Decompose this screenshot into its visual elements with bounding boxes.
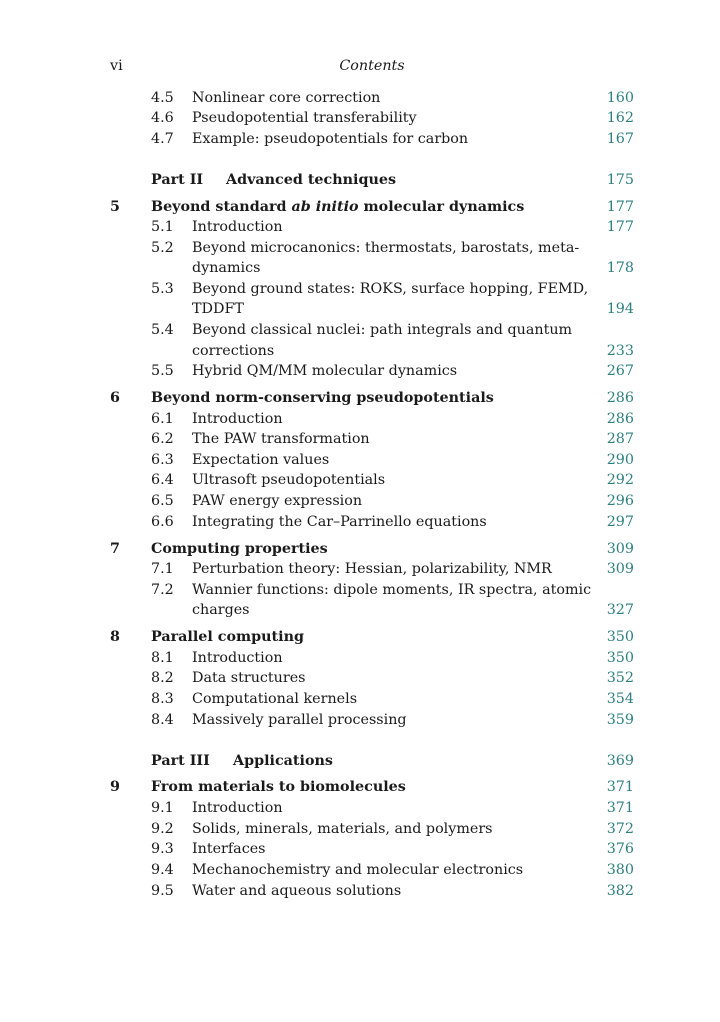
section-number: 5.4 <box>151 322 174 338</box>
page-link[interactable]: 309 <box>606 561 634 577</box>
page-link[interactable]: 160 <box>606 90 634 106</box>
toc-section-row[interactable] <box>110 470 634 490</box>
toc-section-row[interactable] <box>110 559 634 579</box>
section-title-continuation: TDDFT <box>192 301 244 317</box>
chapter-number: 7 <box>110 541 120 557</box>
toc-part-row[interactable] <box>110 751 634 771</box>
toc-section-row[interactable] <box>110 320 634 340</box>
chapter-title-italic: ab initio <box>291 199 359 215</box>
toc-section-row[interactable] <box>110 491 634 511</box>
section-number: 4.6 <box>151 110 174 126</box>
chapter-title: From materials to biomolecules <box>151 779 406 795</box>
toc-section-row[interactable] <box>110 839 634 859</box>
section-number: 4.7 <box>151 131 174 147</box>
section-number: 6.5 <box>151 493 174 509</box>
page-link[interactable]: 309 <box>606 541 634 557</box>
page-link[interactable]: 162 <box>606 110 634 126</box>
section-title: Massively parallel processing <box>192 712 407 728</box>
chapter-number: 8 <box>110 629 120 645</box>
section-number: 6.3 <box>151 452 174 468</box>
section-title: Mechanochemistry and molecular electronics <box>192 862 524 878</box>
section-number: 9.5 <box>151 883 174 899</box>
part-label: Part II <box>151 172 204 188</box>
page-link[interactable]: 177 <box>606 199 634 215</box>
section-title-continuation: charges <box>192 602 250 618</box>
section-title: Expectation values <box>192 452 330 468</box>
page-link[interactable]: 290 <box>606 452 634 468</box>
toc-section-row[interactable] <box>110 600 634 620</box>
section-title: Ultrasoft pseudopotentials <box>192 472 386 488</box>
toc-chapter-row[interactable] <box>110 777 634 797</box>
toc-section-row[interactable] <box>110 88 634 108</box>
section-title: Perturbation theory: Hessian, polarizability, NMR <box>192 561 552 577</box>
section-title: Nonlinear core correction <box>192 90 381 106</box>
toc-section-row[interactable] <box>110 429 634 449</box>
toc-chapter-row[interactable] <box>110 539 634 559</box>
toc-section-row[interactable] <box>110 450 634 470</box>
section-number: 6.1 <box>151 411 174 427</box>
section-title-continuation: corrections <box>192 343 275 359</box>
page-link[interactable]: 292 <box>606 472 634 488</box>
section-title: Introduction <box>192 800 283 816</box>
chapter-title: Beyond standard ab initio molecular dynamics <box>151 199 525 215</box>
section-title: Computational kernels <box>192 691 358 707</box>
page-link[interactable]: 369 <box>606 753 634 769</box>
section-title: Beyond classical nuclei: path integrals and quantum <box>192 322 573 338</box>
page-link[interactable]: 297 <box>606 514 634 530</box>
section-number: 7.2 <box>151 582 174 598</box>
chapter-title: Computing properties <box>151 541 328 557</box>
page-link[interactable]: 327 <box>606 602 634 618</box>
section-number: 8.3 <box>151 691 174 707</box>
running-title: Contents <box>339 58 405 74</box>
page-link[interactable]: 287 <box>606 431 634 447</box>
section-number: 9.1 <box>151 800 174 816</box>
section-number: 9.2 <box>151 821 174 837</box>
section-number: 6.4 <box>151 472 174 488</box>
part-title: Advanced techniques <box>226 172 396 188</box>
section-title-continuation: dynamics <box>192 260 261 276</box>
page-link[interactable]: 167 <box>606 131 634 147</box>
part-label: Part III <box>151 753 210 769</box>
toc-section-row[interactable] <box>110 648 634 668</box>
section-title: Wannier functions: dipole moments, IR spectra, atomic <box>192 582 592 598</box>
chapter-number: 6 <box>110 390 120 406</box>
toc-section-row[interactable] <box>110 361 634 381</box>
page-link[interactable]: 350 <box>606 629 634 645</box>
page-link[interactable]: 350 <box>606 650 634 666</box>
toc-section-row[interactable] <box>110 409 634 429</box>
page-link[interactable]: 286 <box>606 390 634 406</box>
part-title: Applications <box>233 753 333 769</box>
page-link[interactable]: 194 <box>606 301 634 317</box>
section-number: 5.5 <box>151 363 174 379</box>
section-title: Data structures <box>192 670 306 686</box>
section-title: Introduction <box>192 219 283 235</box>
chapter-number: 9 <box>110 779 120 795</box>
toc-part-row[interactable] <box>110 170 634 190</box>
page-link[interactable]: 286 <box>606 411 634 427</box>
chapter-number: 5 <box>110 199 120 215</box>
toc-section-row[interactable] <box>110 798 634 818</box>
section-title: Example: pseudopotentials for carbon <box>192 131 469 147</box>
page-link[interactable]: 371 <box>606 800 634 816</box>
chapter-title: Parallel computing <box>151 629 304 645</box>
toc-section-row[interactable] <box>110 819 634 839</box>
toc-section-row[interactable] <box>110 279 634 299</box>
section-number: 5.2 <box>151 240 174 256</box>
section-title: Interfaces <box>192 841 266 857</box>
toc-section-row[interactable] <box>110 689 634 709</box>
toc-section-row[interactable] <box>110 512 634 532</box>
toc-section-row[interactable] <box>110 217 634 237</box>
toc-section-row[interactable] <box>110 238 634 258</box>
toc-section-row[interactable] <box>110 341 634 361</box>
section-title: PAW energy expression <box>192 493 363 509</box>
page-link[interactable]: 371 <box>606 779 634 795</box>
page-link[interactable]: 359 <box>606 712 634 728</box>
section-title: Water and aqueous solutions <box>192 883 402 899</box>
section-number: 8.2 <box>151 670 174 686</box>
toc-section-row[interactable] <box>110 668 634 688</box>
toc-section-row[interactable] <box>110 108 634 128</box>
toc-section-row[interactable] <box>110 860 634 880</box>
page-link[interactable]: 177 <box>606 219 634 235</box>
section-title: Solids, minerals, materials, and polymers <box>192 821 493 837</box>
toc-section-row[interactable] <box>110 258 634 278</box>
section-number: 9.3 <box>151 841 174 857</box>
toc-chapter-row[interactable] <box>110 388 634 408</box>
chapter-title: Beyond norm-conserving pseudopotentials <box>151 390 494 406</box>
page-link[interactable]: 354 <box>606 691 634 707</box>
toc-section-row[interactable] <box>110 881 634 901</box>
toc-chapter-row[interactable] <box>110 197 634 217</box>
page-number: vi <box>110 58 123 74</box>
toc-section-row[interactable] <box>110 299 634 319</box>
section-number: 5.1 <box>151 219 174 235</box>
section-number: 6.6 <box>151 514 174 530</box>
section-number: 4.5 <box>151 90 174 106</box>
page-link[interactable]: 380 <box>606 862 634 878</box>
section-title: Introduction <box>192 411 283 427</box>
toc-chapter-row[interactable] <box>110 627 634 647</box>
section-number: 7.1 <box>151 561 174 577</box>
section-number: 8.1 <box>151 650 174 666</box>
section-number: 9.4 <box>151 862 174 878</box>
page-link[interactable]: 352 <box>606 670 634 686</box>
section-number: 6.2 <box>151 431 174 447</box>
toc-section-row[interactable] <box>110 710 634 730</box>
section-title: Hybrid QM/MM molecular dynamics <box>192 363 458 379</box>
page-link[interactable]: 175 <box>606 172 634 188</box>
section-number: 8.4 <box>151 712 174 728</box>
section-title: Beyond ground states: ROKS, surface hopping, FEMD, <box>192 281 589 297</box>
section-title: The PAW transformation <box>192 431 370 447</box>
page-link[interactable]: 382 <box>606 883 634 899</box>
page-link[interactable]: 296 <box>606 493 634 509</box>
page-link[interactable]: 376 <box>606 841 634 857</box>
section-title: Introduction <box>192 650 283 666</box>
toc-section-row[interactable] <box>110 580 634 600</box>
section-title: Integrating the Car–Parrinello equations <box>192 514 487 530</box>
section-title: Beyond microcanonics: thermostats, barostats, meta- <box>192 240 580 256</box>
section-number: 5.3 <box>151 281 174 297</box>
page-link[interactable]: 372 <box>606 821 634 837</box>
section-title: Pseudopotential transferability <box>192 110 417 126</box>
page-header <box>110 58 634 78</box>
toc-section-row[interactable] <box>110 129 634 149</box>
page-link[interactable]: 267 <box>606 363 634 379</box>
page-link[interactable]: 178 <box>606 260 634 276</box>
page-link[interactable]: 233 <box>606 343 634 359</box>
